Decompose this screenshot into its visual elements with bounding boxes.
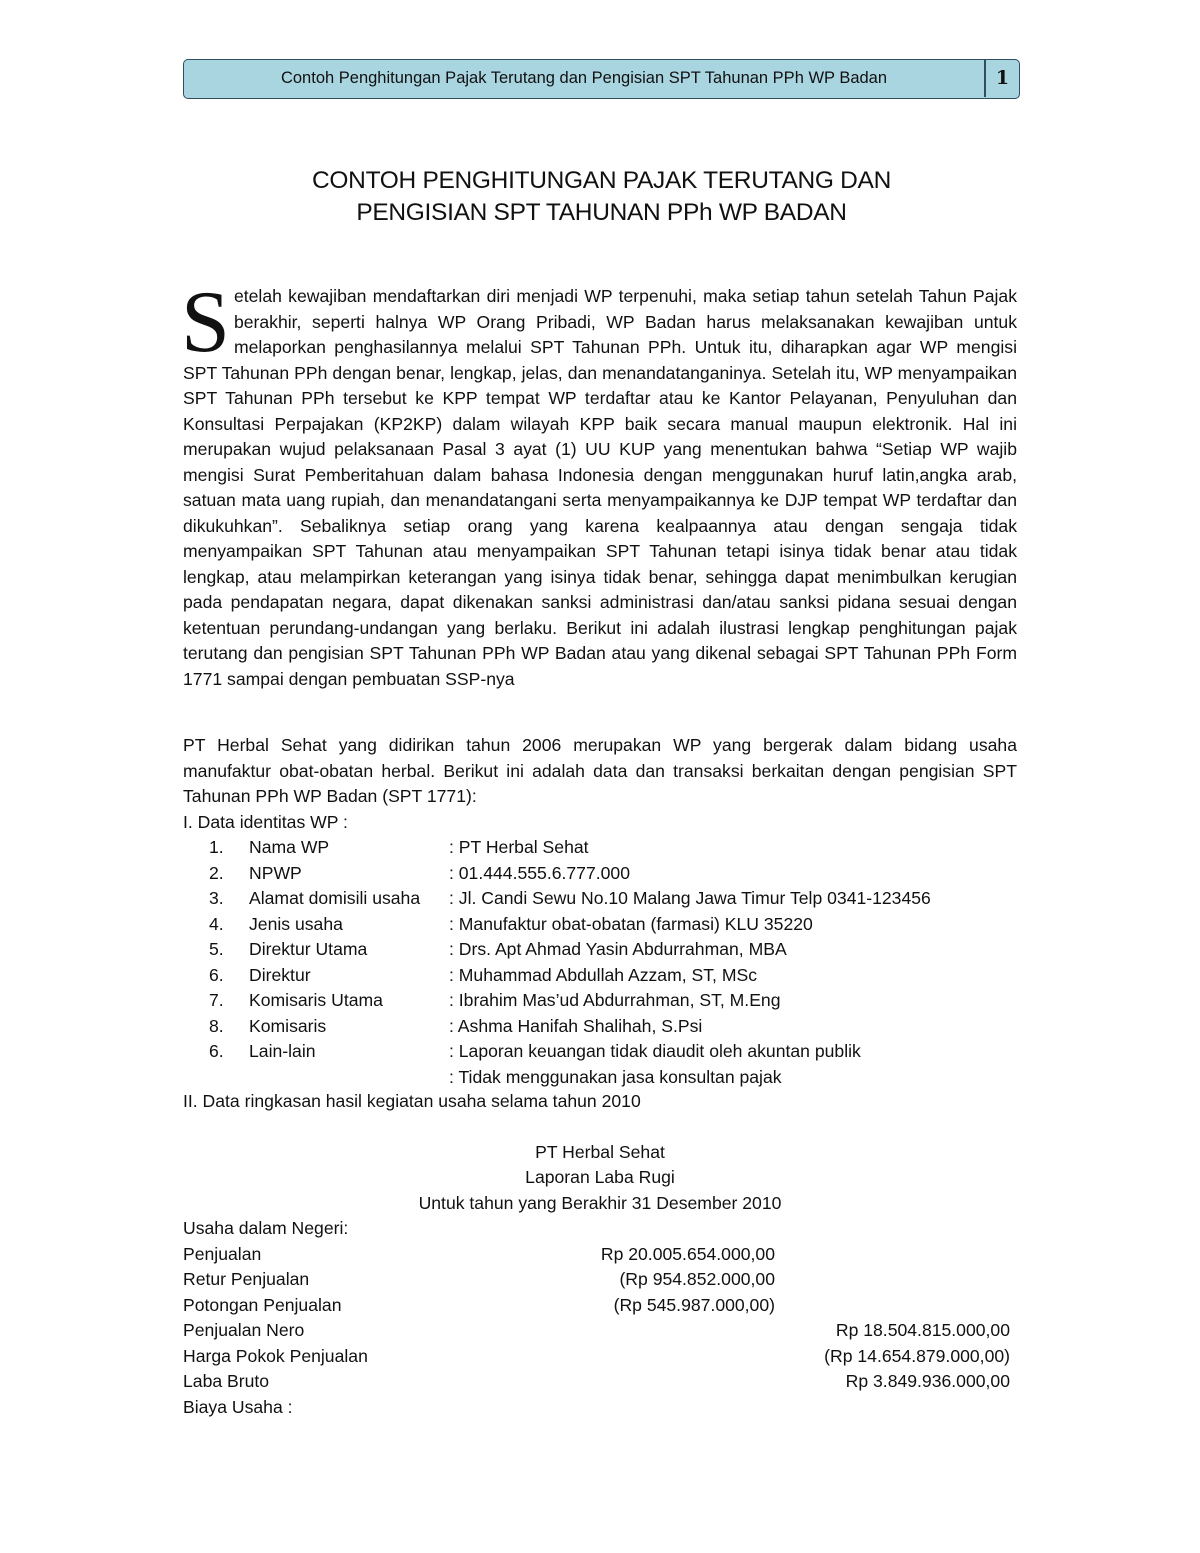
identity-item-value: : Jl. Candi Sewu No.10 Malang Jawa Timur Telp 0341-123456 [449,888,931,908]
statement-row-total: Rp 3.849.936.000,00 [845,1371,1010,1391]
identity-item-number: 2. [209,862,224,883]
identity-item-value: : Tidak menggunakan jasa konsultan pajak [449,1066,782,1087]
title-line-1: CONTOH PENGHITUNGAN PAJAK TERUTANG DAN [312,167,891,194]
identity-item-value: : Muhammad Abdullah Azzam, ST, MSc [449,964,758,985]
report-company: PT Herbal Sehat [535,1142,665,1162]
identity-item-number: 6. [209,1041,224,1061]
statement-row-label: Usaha dalam Negeri: [183,1218,349,1238]
intro-paragraph [181,274,1017,692]
identity-item-number: 8. [209,1015,224,1036]
statement-row-amount: Rp 20.005.654.000,00 [600,1243,775,1264]
company-intro-paragraph: PT Herbal Sehat yang didirikan tahun 2006 merupakan WP yang bergerak dalam bidang usaha manufaktur obat-obatan herbal. Berikut ini adalah data dan transaksi berkaitan dengan pengisian SPT Tahunan PPh WP Badan (SPT 1771): [183,735,1017,806]
identity-item-value: : 01.444.555.6.777.000 [449,862,630,883]
identity-item-number: 5. [209,939,224,959]
statement-row-label: Retur Penjualan [183,1269,310,1289]
identity-item-label: Jenis usaha [249,913,343,934]
identity-item-value: : Ashma Hanifah Shalihah, S.Psi [449,1015,703,1036]
intro-text: etelah kewajiban mendaftarkan diri menjadi WP terpenuhi, maka setiap tahun setelah Tahun Pajak berakhir, seperti halnya WP Orang Pribadi, WP Badan harus melaksanakan kewajiban untuk melaporkan penghasilannya melalui SPT Tahunan PPh. Untuk itu, diharapkan agar WP mengisi SPT Tahunan PPh dengan benar, lengkap, jelas, dan menandatanganinya. Setelah itu, WP menyampaikan SPT Tahunan PPh tersebut ke KPP tempat WP terdaftar atau ke Kantor Pelayanan, Penyuluhan dan Konsultasi Perpajakan (KP2KP) dalam wilayah KPP baik secara manual maupun elektronik. Hal ini merupakan wujud pelaksanaan Pasal 3 ayat (1) UU KUP yang menentukan bahwa “Setiap WP wajib mengisi Surat Pemberitahuan dalam bahasa Indonesia dengan menggunakan huruf latin,angka arab, satuan mata uang rupiah, dan menandatangani serta menyampaikannya ke DJP tempat WP terdaftar dan dikukuhkan”. Sebaliknya setiap orang yang karena kealpaannya atau dengan sengaja tidak menyampaikan SPT Tahunan atau menyampaikan SPT Tahunan tetapi isinya tidak benar atau tidak lengkap, atau melampirkan keterangan yang isinya tidak benar, sehingga dapat menimbulkan kerugian pada pendapatan negara, dapat dikenakan sanksi administrasi dan/atau sanksi pidana sesuai dengan ketentuan perundang-undangan yang berlaku. Berikut ini adalah ilustrasi lengkap penghitungan pajak terutang dan pengisian SPT Tahunan PPh WP Badan atau yang dikenal sebagai SPT Tahunan PPh Form 1771 sampai dengan pembuatan SSP-nya [183,286,1017,689]
identity-item-label: Alamat domisili usaha [249,888,421,908]
section-1-heading: I. Data identitas WP : [183,812,348,832]
statement-row-amount: (Rp 954.852.000,00 [619,1269,775,1289]
identity-item-label: Lain-lain [249,1041,316,1061]
identity-item-label: NPWP [249,862,302,883]
statement-row-label: Penjualan Nero [183,1320,305,1340]
identity-item-number: 6. [209,964,224,985]
document-title [183,165,1020,229]
identity-item-number: 4. [209,913,224,934]
identity-item-number: 3. [209,888,224,908]
statement-row-label: Potongan Penjualan [183,1294,342,1315]
identity-item-label: Direktur Utama [249,939,368,959]
drop-cap: S [181,274,230,371]
identity-item-label: Komisaris [249,1015,327,1036]
statement-row-label: Harga Pokok Penjualan [183,1345,368,1366]
identity-item-value: : Drs. Apt Ahmad Yasin Abdurrahman, MBA [449,939,787,959]
identity-item-number: 7. [209,990,224,1010]
report-period: Untuk tahun yang Berakhir 31 Desember 2010 [418,1193,782,1213]
statement-row-total: Rp 18.504.815.000,00 [835,1320,1010,1340]
identity-item-number: 1. [209,837,224,857]
statement-row-label: Penjualan [183,1243,262,1264]
section-2-heading: II. Data ringkasan hasil kegiatan usaha selama tahun 2010 [183,1091,641,1111]
statement-row-total: (Rp 14.654.879.000,00) [824,1345,1010,1366]
identity-item-label: Komisaris Utama [249,990,383,1010]
title-line-2: PENGISIAN SPT TAHUNAN PPh WP BADAN [356,199,847,226]
page-number: 1 [995,67,1010,89]
identity-item-value: : PT Herbal Sehat [449,837,589,857]
identity-item-value: : Laporan keuangan tidak diaudit oleh akuntan publik [449,1041,861,1061]
report-title: Laporan Laba Rugi [525,1167,675,1187]
identity-item-value: : Manufaktur obat-obatan (farmasi) KLU 35220 [449,913,813,934]
identity-item-label: Nama WP [249,837,330,857]
statement-row-label: Laba Bruto [183,1371,270,1391]
identity-item-value: : Ibrahim Mas’ud Abdurrahman, ST, M.Eng [449,990,781,1010]
statement-row-label: Biaya Usaha : [183,1396,293,1417]
header-title: Contoh Penghitungan Pajak Terutang dan Pengisian SPT Tahunan PPh WP Badan [280,69,888,87]
statement-row-amount: (Rp 545.987.000,00) [613,1294,775,1315]
page-header [183,59,1020,99]
identity-item-label: Direktur [249,964,311,985]
